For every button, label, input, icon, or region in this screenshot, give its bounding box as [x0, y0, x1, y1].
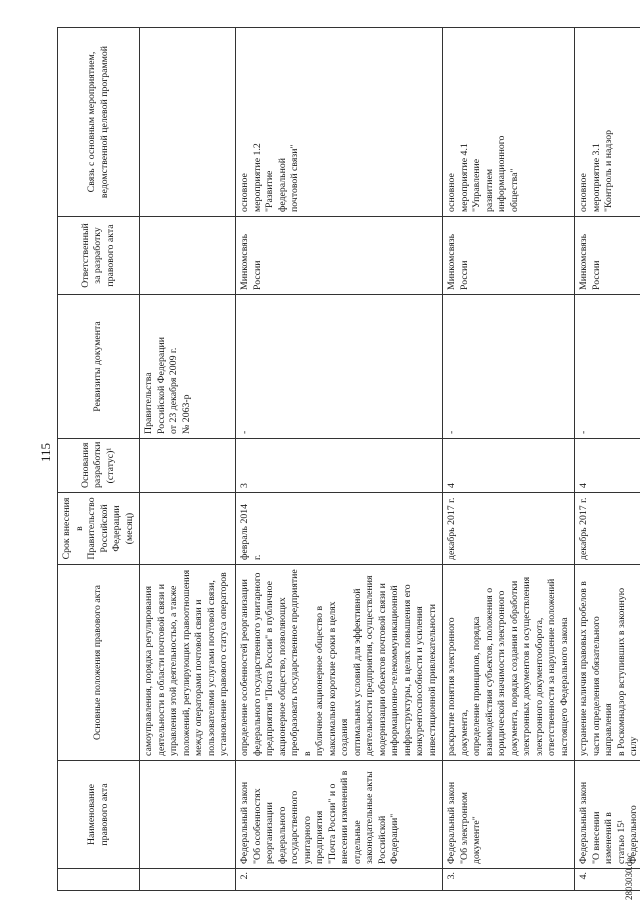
legal-acts-table [57, 27, 640, 891]
col-header-requisites: Реквизиты документа [58, 295, 140, 439]
act-deadline: декабрь 2017 г. [575, 493, 640, 565]
col-header-provisions: Основные положения правового акта [58, 565, 140, 761]
row-number: 4. [575, 869, 640, 891]
act-name: Федеральный закон "О внесении изменений в статью 15¹ Федерального [575, 761, 640, 869]
table-row [236, 28, 443, 891]
act-requisites: - [236, 295, 443, 439]
file-footer: 2803030.doc [624, 853, 634, 900]
table-row [575, 28, 640, 891]
table-row [140, 28, 236, 891]
col-header-basis: Основания разработки (статус)¹ [58, 439, 140, 493]
act-name [140, 761, 236, 869]
header-row [58, 28, 140, 891]
page-number: 115 [38, 442, 53, 462]
act-link: основное мероприятие 1.2 "Развитие федеральной почтовой связи" [236, 28, 443, 217]
act-provisions: устранение наличия правовых пробелов в части определения обязательного направления в Роскомнадзор вступивших в законную силу [575, 565, 640, 761]
act-requisites: - [575, 295, 640, 439]
act-name: Федеральный закон "Об электронном документе" [443, 761, 575, 869]
act-responsible: Минкомсвязь России [236, 217, 443, 295]
act-link: основное мероприятие 3.1 "Контроль и надзор [575, 28, 640, 217]
act-name: Федеральный закон "Об особенностях реорганизации федерального государственного унитарного предприятия "Почта России" и о внесении изменений в отдельные законодательные акты Российской Федерации" [236, 761, 443, 869]
act-provisions: самоуправления, порядка регулирования деятельности в области почтовой связи и управления этой деятельностью, а также положений, регулирующих правоотношения между операторами почтовой связи и пользователями услугами почтовой связи, установление правового статуса операторов [140, 565, 236, 761]
act-basis [140, 439, 236, 493]
act-basis: 4 [443, 439, 575, 493]
act-responsible [140, 217, 236, 295]
act-requisites: Правительства Российской Федерации от 23 декабря 2009 г. № 2063-р [140, 295, 236, 439]
act-responsible: Минкомсвязь России [575, 217, 640, 295]
act-deadline: декабрь 2017 г. [443, 493, 575, 565]
act-basis: 3 [236, 439, 443, 493]
act-deadline [140, 493, 236, 565]
row-number [140, 869, 236, 891]
col-header-responsible: Ответственный за разработку правового акта [58, 217, 140, 295]
col-header-deadline: Срок внесения в Правительство Российской Федерации (месяц) [58, 493, 140, 565]
act-link [140, 28, 236, 217]
act-responsible: Минкомсвязь России [443, 217, 575, 295]
act-basis: 4 [575, 439, 640, 493]
col-header-number [58, 869, 140, 891]
act-provisions: раскрытие понятия электронного документа, определение принципов, порядка взаимодействия субъектов, положения о юридической значимости электронного документа, порядка создания и обработки электронных документов и осуществления электронного документооборота, ответственности за нарушение положений настоящего Федерального закона [443, 565, 575, 761]
col-header-act-name: Наименование правового акта [58, 761, 140, 869]
act-deadline: февраль 2014 г. [236, 493, 443, 565]
act-provisions: определение особенностей реорганизации федерального государственного унитарного предприятия "Почта России" в публичное акционерное общество, позволяющих преобразовать государственное предприятие в публичное акционерное общество в максимально короткие сроки в целях создания оптимальных условий для эффективной деятельности предприятия, осуществления модернизации объектов почтовой связи и информационно-телекоммуникационной инфраструктуры, в целях повышения его конкурентоспособности и усиления инвестиционной привлекательности [236, 565, 443, 761]
row-number: 2. [236, 869, 443, 891]
act-link: основное мероприятие 4.1 "Управление развитием информационного общества" [443, 28, 575, 217]
row-number: 3. [443, 869, 575, 891]
act-requisites: - [443, 295, 575, 439]
table-row [443, 28, 575, 891]
col-header-link: Связь с основным мероприятием, ведомственной целевой программой [58, 28, 140, 217]
